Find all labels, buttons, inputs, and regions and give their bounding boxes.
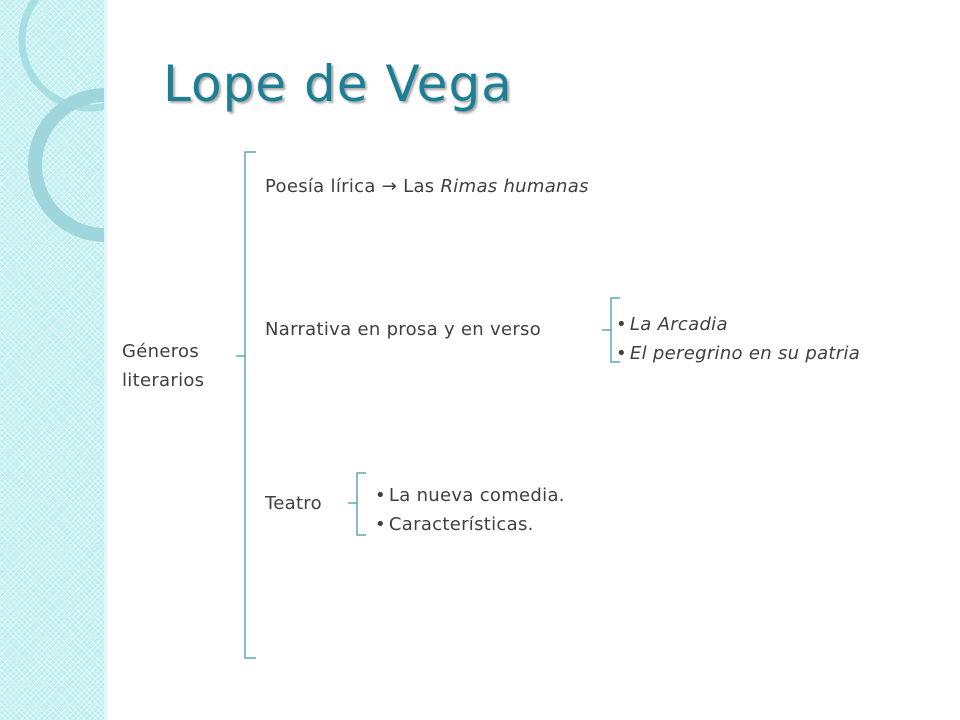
list-item: • Características.: [375, 510, 565, 539]
teatro-list: [375, 481, 565, 539]
poesia-work: Rimas humanas: [440, 176, 589, 197]
root-label-line2: literarios: [122, 370, 205, 391]
poesia-label: Poesía lírica: [265, 176, 376, 197]
teatro-label: Teatro: [265, 493, 322, 514]
list-item: • La nueva comedia.: [375, 481, 565, 510]
narrativa-label: Narrativa en prosa y en verso: [265, 319, 542, 340]
root-label-line1: Géneros: [122, 341, 200, 362]
slide-title: Lope de Vega: [163, 55, 513, 113]
main-bracket: [245, 152, 256, 658]
poesia-prefix: Las: [403, 176, 435, 197]
list-item: • La Arcadia: [616, 310, 860, 339]
right-arrow-icon: →: [381, 176, 398, 197]
root-node: [122, 337, 204, 395]
teatro-bracket: [357, 473, 366, 535]
list-item: • El peregrino en su patria: [616, 339, 860, 368]
poesia-node: [265, 176, 589, 197]
narrativa-list: [616, 310, 860, 368]
